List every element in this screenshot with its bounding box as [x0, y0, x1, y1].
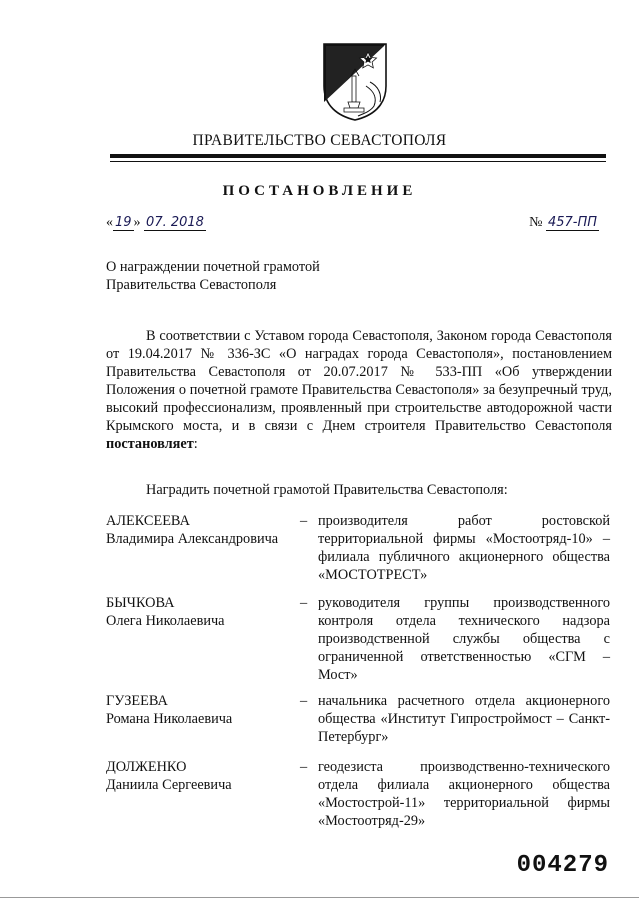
sevastopol-coat-of-arms-icon: [322, 42, 388, 122]
awardee-given-name: Даниила Сергеевича: [106, 777, 232, 793]
awardee-dash: –: [300, 759, 308, 775]
awardee-surname: ГУЗЕЕВА: [106, 693, 168, 709]
decision-word: постановляет: [106, 436, 194, 452]
awardee-position: производителя работ ростовской территориальной фирмы «Мостоотряд-10» – филиала публичного акционерного общества «МОСТОТРЕСТ»: [318, 513, 610, 583]
date-close-quote: »: [133, 215, 141, 230]
document-type-title: ПОСТАНОВЛЕНИЕ: [222, 183, 417, 199]
document-subject: [106, 258, 320, 294]
awardee-name: [106, 594, 296, 630]
awardee-name: [106, 758, 296, 794]
number-value: 457-ПП: [547, 215, 597, 230]
date-day: 19: [115, 215, 132, 230]
awardee-surname: ДОЛЖЕНКО: [106, 759, 187, 775]
page-bottom-edge: [0, 897, 639, 898]
awardee-surname: БЫЧКОВА: [106, 595, 175, 611]
awardee-dash: –: [300, 693, 308, 709]
document-number: [529, 215, 599, 231]
awardee-position: начальника расчетного отдела акционерного общества «Институт Гипростроймост – Санкт-Петербург»: [318, 693, 610, 745]
subject-line-2: Правительства Севастополя: [106, 277, 277, 293]
document-date: [106, 215, 206, 231]
awardee-dash: –: [300, 513, 308, 529]
preamble-text: В соответствии с Уставом города Севастополя, Законом города Севастополя от 19.04.2017 № 336-ЗС «О наградах города Севастополя», постановлением Правительства Севастополя от 20.07.2017 № 533-ПП «Об утверждении Положения о почетной грамоте Правительства Севастополя» за безупречный труд, высокий профессионализм, проявленный при строительстве автодорожной части Крымского моста, и в связи с Днем строителя Правительство Севастополя: [106, 328, 612, 434]
decision-colon: :: [193, 436, 198, 452]
header-rule-thick: [110, 154, 606, 158]
award-intro: Наградить почетной грамотой Правительства Севастополя:: [146, 482, 508, 498]
awardee-surname: АЛЕКСЕЕВА: [106, 513, 190, 529]
date-month-year: 07. 2018: [146, 215, 204, 230]
awardee-given-name: Олега Николаевича: [106, 613, 225, 629]
awardee-name: [106, 512, 296, 548]
awardee-position: руководителя группы производственного контроля отдела технического надзора производственной службы общества с ограниченной ответственностью «СГМ – Мост»: [318, 595, 610, 683]
subject-line-1: О награждении почетной грамотой: [106, 259, 320, 275]
preamble-paragraph: [106, 327, 612, 453]
number-prefix: №: [529, 215, 543, 230]
awardee-given-name: Владимира Александровича: [106, 531, 279, 547]
date-open-quote: «: [106, 215, 113, 230]
government-title: ПРАВИТЕЛЬСТВО СЕВАСТОПОЛЯ: [192, 132, 447, 149]
awardee-position: геодезиста производственно-технического отдела филиала акционерного общества «Мостострой-11» территориальной фирмы «Мостоотряд-29»: [318, 759, 610, 829]
awardee-name: [106, 692, 296, 728]
serial-number: 004279: [516, 852, 609, 879]
header-rule-thin: [110, 161, 606, 162]
awardee-given-name: Романа Николаевича: [106, 711, 233, 727]
awardee-dash: –: [300, 595, 308, 611]
